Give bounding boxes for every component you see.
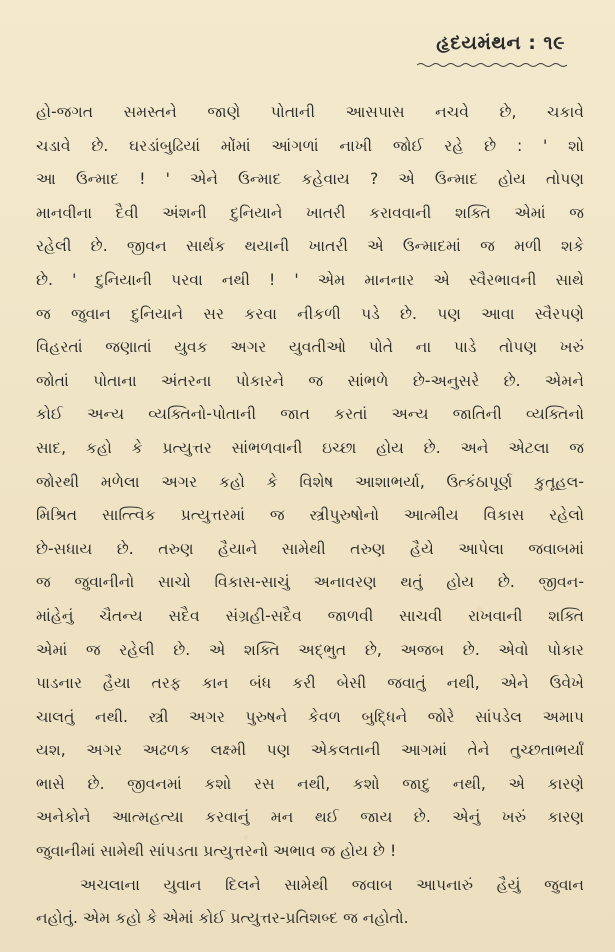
text-line: ચડાવે છે. ઘરડાંબુઢિયાં મોંમાં આંગળાં નાખી જોઈ રહે છે : ' શો <box>36 136 584 155</box>
text-line: જુવાનીમાં સામેથી સાંપડતા પ્રત્યુત્તરનો અભાવ જ હોય છે ! <box>36 842 397 861</box>
text-line: ભાસે છે. જીવનમાં કશો રસ નથી, કશો જાદુ નથી, એ કારણે <box>36 774 584 793</box>
text-line: સાદ, કહો કે પ્રત્યુત્તર સાંભળવાની ઇચ્છા હોય છે. અને એટલા જ <box>36 438 584 457</box>
body-text <box>36 96 584 936</box>
text-line: રહેલી છે. જીવન સાર્થક થયાની ખાતરી એ ઉન્માદમાં જ મળી શકે <box>36 237 584 256</box>
paragraph-2 <box>36 869 584 936</box>
text-line: યશ, અગર અઢળક લક્ષ્મી પણ એકલતાની આગમાં તેને તુચ્છતાભર્યાં <box>36 741 584 760</box>
text-line: કોઈ અન્ય વ્યક્તિનો-પોતાની જાત કરતાં અન્ય જાતિની વ્યક્તિનો <box>36 405 584 424</box>
text-line: માનવીના દૈવી અંશની દુનિયાને ખાતરી કરાવવાની શક્તિ એમાં જ <box>36 203 584 222</box>
text-line: જોરથી મળેલા અગર કહો કે વિશેષ આશાભર્યા, ઉત્કંઠાપૂર્ણ કુતૂહલ- <box>36 472 584 491</box>
text-line: જોતાં પોતાના અંતરના પોકારને જ સાંભળે છે-અનુસરે છે. એમને <box>36 371 584 390</box>
text-line: માંહેનું ચૈતન્ય સદૈવ સંગ્રહી-સદૈવ જાળવી સાચવી રાખવાની શક્તિ <box>36 606 584 625</box>
text-line: એમાં જ રહેલી છે. એ શક્તિ અદ્ભુત છે, અજબ છે. એવો પોકાર <box>36 640 584 659</box>
text-line: પાડનાર હૈયા તરફ કાન બંધ કરી બેસી જવાતું નથી, એને ઉવેખે <box>36 674 584 693</box>
paragraph-1 <box>36 96 584 869</box>
text-line: અચલાના યુવાન દિલને સામેથી જવાબ આપનારું હૈયું જુવાન <box>80 875 584 894</box>
running-head-ornament <box>417 62 567 68</box>
text-line: મિશ્રિત સાત્ત્વિક પ્રત્યુત્તરમાં જ સ્ત્રીપુરુષોનો આત્મીય વિકાસ રહેલો <box>36 506 584 525</box>
text-line: હો-જગત સમસ્તને જાણે પોતાની આસપાસ નચવે છે, ચકાવે <box>36 103 584 121</box>
text-line: નહોતું. એમ કહો કે એમાં કોઈ પ્રત્યુત્તર-પ્રતિશબ્દ જ નહોતો. <box>36 909 409 928</box>
text-line: જ જુવાનીનો સાચો વિકાસ-સાચું અનાવરણ થતું હોય છે. જીવન- <box>36 573 584 592</box>
text-line: વિહરતાં જણાતાં યુવક અગર યુવતીઓ પોતે ના પાડે તોપણ ખરું <box>36 338 584 357</box>
running-head: હૃદયમંથન : ૧૯ <box>436 32 565 54</box>
text-line: આ ઉન્માદ ! ' એને ઉન્માદ કહેવાય ? એ ઉન્માદ હોય તોપણ <box>36 170 584 189</box>
text-line: ચાલતું નથી. સ્ત્રી અગર પુરુષને કેવળ બુદ્ધિને જોરે સાંપડેલ અમાપ <box>36 707 584 726</box>
text-line: અનેકોને આત્મહત્યા કરવાનું મન થઈ જાય છે. એનું ખરું કારણ <box>36 808 584 827</box>
text-line: છે-સધાય છે. તરુણ હૈયાને સામેથી તરુણ હૈયે આપેલા જવાબમાં <box>36 539 584 558</box>
text-line: છે. ' દુનિયાની પરવા નથી ! ' એમ માનનાર એ સ્વૈરભાવની સાથે <box>36 270 584 289</box>
text-line: જ જુવાન દુનિયાને સર કરવા નીકળી પડે છે. પણ આવા સ્વૈરપણે <box>36 304 584 323</box>
